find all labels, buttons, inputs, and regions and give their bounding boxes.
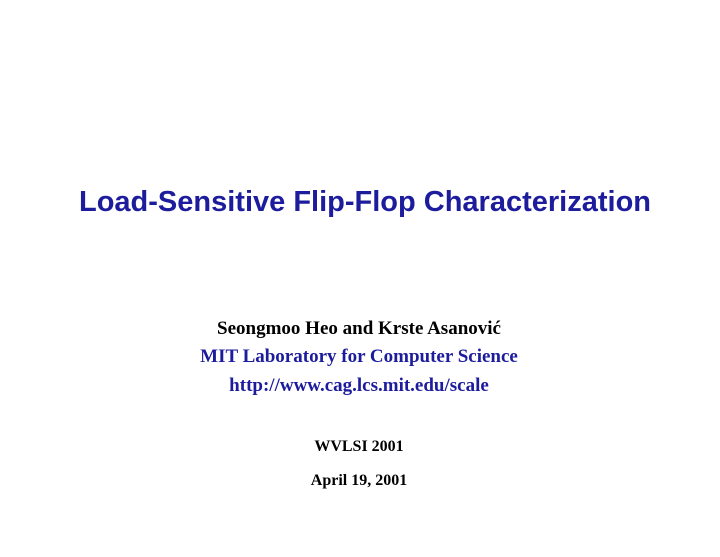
presentation-date: April 19, 2001 — [310, 472, 408, 489]
affiliation: MIT Laboratory for Computer Science — [200, 346, 518, 367]
authors: Seongmoo Heo and Krste Asanović — [217, 318, 501, 339]
slide-title: Load-Sensitive Flip-Flop Characterization — [78, 186, 651, 218]
venue: WVLSI 2001 — [314, 438, 404, 455]
project-url[interactable]: http://www.cag.lcs.mit.edu/scale — [229, 375, 489, 396]
